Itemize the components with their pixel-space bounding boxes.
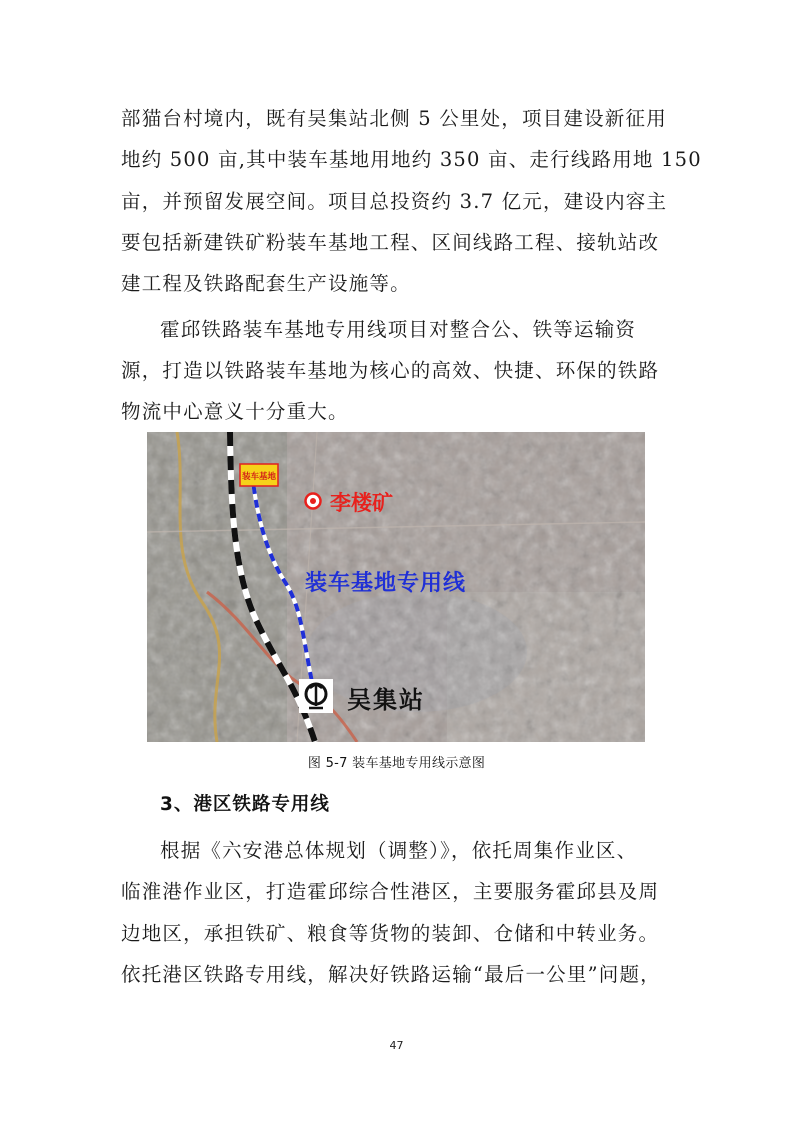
spur-line-label: 装车基地专用线 [305, 570, 467, 596]
paragraph-2-line-3: 物流中心意义十分重大。 [121, 400, 349, 423]
paragraph-1-line-5: 建工程及铁路配套生产设施等。 [121, 272, 411, 295]
spur-line-map-figure [147, 432, 645, 742]
figure-caption: 图 5-7 装车基地专用线示意图 [307, 756, 486, 771]
station-label: 吴集站 [347, 685, 425, 714]
paragraph-2-line-2: 源，打造以铁路装车基地为核心的高效、快捷、环保的铁路 [121, 359, 660, 382]
loading-base-label: 装车基地 [241, 472, 277, 482]
mine-label: 李楼矿 [330, 490, 393, 515]
page-number: 47 [389, 1039, 404, 1052]
paragraph-2-line-1: 霍邱铁路装车基地专用线项目对整合公、铁等运输资 [160, 318, 637, 341]
paragraph-3-line-3: 边地区，承担铁矿、粮食等货物的装卸、仓储和中转业务。 [121, 922, 660, 945]
paragraph-1-line-4: 要包括新建铁矿粉装车基地工程、区间线路工程、接轨站改 [121, 231, 660, 254]
section-heading: 3、港区铁路专用线 [160, 794, 330, 815]
paragraph-1-line-3: 亩，并预留发展空间。项目总投资约 3.7 亿元，建设内容主 [121, 190, 668, 213]
mine-marker-dot [310, 498, 316, 504]
paragraph-1-line-1: 部猫台村境内，既有吴集站北侧 5 公里处，项目建设新征用 [121, 107, 667, 130]
paragraph-3-line-1: 根据《六安港总体规划（调整）》，依托周集作业区、 [160, 839, 638, 862]
paragraph-1-line-2: 地约 500 亩,其中装车基地用地约 350 亩、走行线路用地 150 [121, 148, 702, 171]
map-canvas [147, 432, 645, 742]
paragraph-3-line-2: 临淮港作业区，打造霍邱综合性港区，主要服务霍邱县及周 [121, 880, 660, 903]
paragraph-3-line-4: 依托港区铁路专用线，解决好铁路运输“最后一公里”问题， [121, 963, 661, 986]
